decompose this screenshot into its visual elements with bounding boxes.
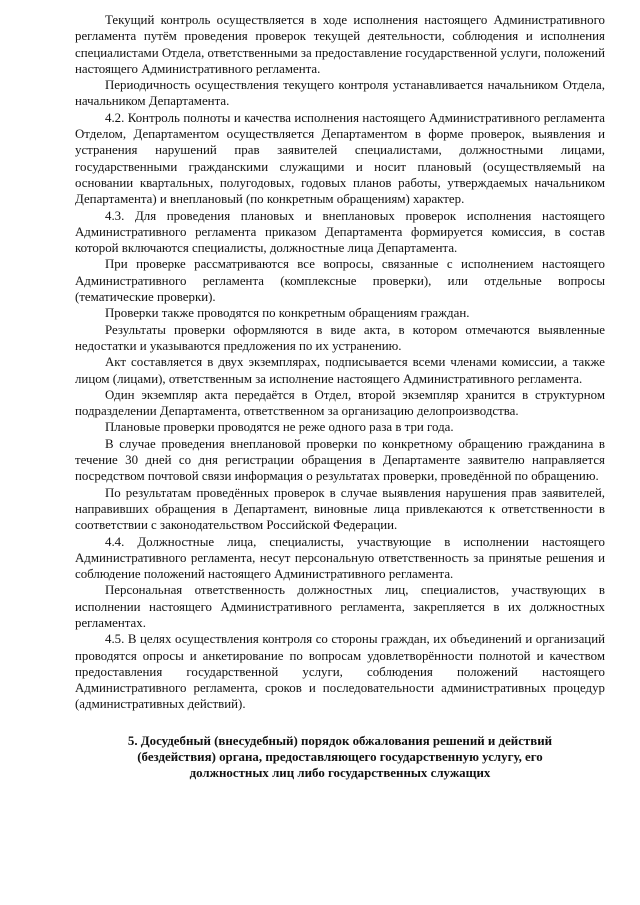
paragraph-unplanned-inspection: В случае проведения внеплановой проверки по конкретному обращению гражданина в течение 30 дней со дня регистрации обращения в Департаменте заявителю направляется посредством почтовой связи информация о результатах проверки, проведённой по обращению. [75, 436, 605, 484]
document-page [75, 12, 605, 782]
paragraph-liability: По результатам проведённых проверок в случае выявления нарушения прав заявителей, направивших обращения в Департамент, виновные лица привлекаются к ответственности в соответствии с законодательством Российской Федерации. [75, 485, 605, 533]
paragraph-inspection-scope: При проверке рассматриваются все вопросы, связанные с исполнением настоящего Административного регламента (комплексные проверки), или отдельные вопросы (тематические проверки). [75, 257, 605, 305]
paragraph-4-5: 4.5. В целях осуществления контроля со стороны граждан, их объединений и организаций проводятся опросы и анкетирование по вопросам удовлетворённости полнотой и качеством предоставления государственной услуги, соблюдения положений настоящего Административного регламента, сроков и последовательности административных процедур (административных действий). [75, 632, 605, 712]
section-heading-line-1: 5. Досудебный (внесудебный) порядок обжалования решений и действий [127, 733, 553, 748]
paragraph-citizen-appeals: Проверки также проводятся по конкретным обращениям граждан. [105, 306, 470, 321]
section-heading-line-3: должностных лиц либо государственных служащих [189, 766, 491, 781]
section-heading-line-2: (бездействия) органа, предоставляющего государственную услугу, его [137, 750, 543, 765]
paragraph-personal-responsibility: Персональная ответственность должностных лиц, специалистов, участвующих в исполнении настоящего Административного регламента, закрепляется в их должностных регламентах. [75, 583, 605, 630]
paragraph-4-3: 4.3. Для проведения плановых и внеплановых проверок исполнения настоящего Административного регламента приказом Департамента формируется комиссия, в состав которой включаются специалисты, должностные лица Департамента. [75, 208, 605, 256]
paragraph-4-4: 4.4. Должностные лица, специалисты, участвующие в исполнении настоящего Административного регламента, несут персональную ответственность за принятые решения и соблюдение положений настоящего Административного регламента. [75, 534, 605, 582]
paragraph-act-copies: Акт составляется в двух экземплярах, подписывается всеми членами комиссии, а также лицом (лицами), ответственным за исполнение настоящего Административного регламента. [75, 355, 605, 386]
section-5-heading [75, 733, 605, 782]
paragraph-4-2: 4.2. Контроль полноты и качества исполнения настоящего Административного регламента Отделом, Департаментом осуществляется Департаментом в форме проверок, выявления и устранения нарушений прав заявителей специалистами, должностными лицами, государственными гражданскими служащими и носит плановый (осуществляемый на основании квартальных, полугодовых, годовых планов работы, утверждаемых начальником Департамента) и внеплановый (по конкретным обращениям) характер. [75, 110, 605, 207]
paragraph-act-storage: Один экземпляр акта передаётся в Отдел, второй экземпляр хранится в структурном подразделении Департамента, ответственном за организацию делопроизводства. [75, 387, 605, 419]
paragraph-current-control: Текущий контроль осуществляется в ходе исполнения настоящего Административного регламента путём проведения проверок текущей деятельности, соблюдения и исполнения специалистами Отдела, ответственными за предоставление государственной услуги, положений настоящего Административного регламента. [75, 13, 605, 76]
paragraph-planned-frequency: Плановые проверки проводятся не реже одного раза в три года. [105, 420, 454, 435]
paragraph-inspection-results: Результаты проверки оформляются в виде акта, в котором отмечаются выявленные недостатки и указываются предложения по их устранению. [75, 322, 605, 353]
paragraph-control-periodicity: Периодичность осуществления текущего контроля устанавливается начальником Отдела, начальником Департамента. [75, 78, 605, 109]
